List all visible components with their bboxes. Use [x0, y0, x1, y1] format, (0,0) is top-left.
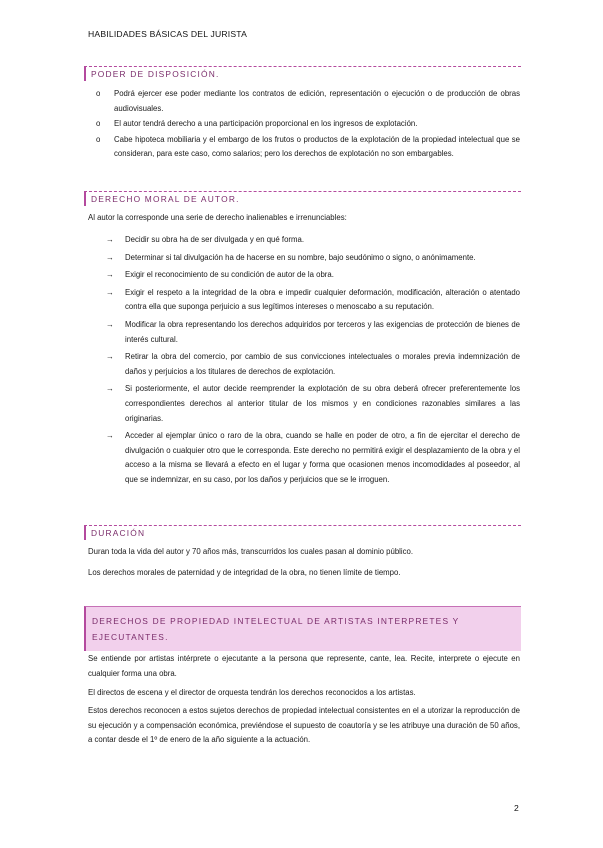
bullet-marker: o [96, 89, 101, 98]
arrow-icon: → [106, 431, 114, 441]
list-item-text: Acceder al ejemplar único o raro de la obra, cuando se halle en poder de otro, a fin de ejercitar el derecho de divulgación o cualquier otro que le corresponda. Este derecho no permitirá exigir el desplazamiento de la obra y el acceso a la misma se llevará a efecto en el lugar y forma que ocasionen menos incomodidades al poseedor, al que se indemnizar, en su caso, por los daños y perjuicios que se le irroguen. [125, 431, 520, 484]
heading-poder-disposicion: PODER DE DISPOSICIÓN. [84, 66, 521, 81]
duracion-paragraph: Los derechos morales de paternidad y de integridad de la obra, no tienen límite de tiempo. [88, 568, 401, 577]
list-item-text: Exigir el reconocimiento de su condición de autor de la obra. [125, 270, 334, 280]
list-item-text: Retirar la obra del comercio, por cambio de sus convicciones intelectuales o morales previa indemnización de daños y perjuicios a los titulares de derechos de explotación. [125, 352, 520, 376]
arrow-icon: → [106, 235, 114, 244]
list-item [106, 382, 520, 426]
arrow-icon: → [106, 384, 114, 394]
running-header: HABILIDADES BÁSICAS DEL JURISTA [88, 29, 248, 39]
artistas-paragraph: Se entiende por artistas intérprete o ejecutante a la persona que represente, cante, lea. Recite, interprete o ejecute en cualquier forma una obra. [88, 654, 520, 678]
list-item-text: Modificar la obra representando los derechos adquiridos por terceros y las exigencias de protección de bienes de interés cultural. [125, 319, 520, 344]
list-item-text: Decidir su obra ha de ser divulgada y en qué forma. [125, 235, 304, 244]
arrow-icon: → [106, 319, 114, 329]
list-item-text: Podrá ejercer ese poder mediante los contratos de edición, representación o ejecución o de producción de obras audiovisuales. [114, 89, 520, 113]
bullet-marker: o [96, 119, 101, 129]
list-item [96, 133, 520, 162]
arrow-icon: → [106, 352, 114, 362]
heading-derecho-moral: DERECHO MORAL DE AUTOR. [84, 191, 521, 206]
page-number: 2 [514, 803, 519, 813]
heading-artistas-interpretes: DERECHOS DE PROPIEDAD INTELECTUAL DE ARTISTAS INTERPRETES Y EJECUTANTES. [84, 606, 521, 651]
list-item-text: Si posteriormente, el autor decide reemprender la explotación de su obra deberá ofrecer preferentemente los correspondientes derechos al anterior titular de los mismos y en condiciones razonables similares a las originarias. [125, 384, 520, 423]
artistas-paragraph: Estos derechos reconocen a estos sujetos derechos de propiedad intelectual consistentes en el a utorizar la reproducción de su ejecución y a compensación económica, previéndose el supuesto de coautoría y se les atribuye una duración de 50 años, a contar desde el 1º de enero de la año siguiente a la actuación. [88, 706, 520, 745]
moral-intro: Al autor la corresponde una serie de derecho inalienables e irrenunciables: [88, 213, 347, 222]
list-item-text: Exigir el respeto a la integridad de la obra e impedir cualquier deformación, modificación, alteración o atentado contra ella que suponga perjuicio a sus legítimos intereses o menoscabo a su reputación. [125, 287, 520, 312]
list-item [106, 318, 520, 347]
bullet-marker: o [96, 134, 101, 144]
poder-bullet-list [96, 87, 520, 163]
list-item [96, 117, 520, 132]
arrow-icon: → [106, 252, 114, 262]
moral-arrow-list [106, 233, 520, 491]
list-item [106, 251, 520, 266]
heading-duracion: DURACIÓN [84, 525, 521, 540]
list-item-text: Determinar si tal divulgación ha de hacerse en su nombre, bajo seudónimo o signo, o anónimamente. [125, 252, 476, 262]
list-item [106, 233, 520, 248]
arrow-icon: → [106, 287, 114, 297]
artistas-paragraph: El directos de escena y el director de orquesta tendrán los derechos reconocidos a los artistas. [88, 688, 416, 697]
list-item-text: Cabe hipoteca mobiliaria y el embargo de los frutos o productos de la explotación de la propiedad intelectual que se consideran, para este caso, como salarios; pero los derechos de explotación no son embargables. [114, 134, 520, 159]
list-item [106, 268, 520, 283]
list-item [106, 350, 520, 379]
list-item [96, 87, 520, 116]
list-item [106, 286, 520, 315]
list-item-text: El autor tendrá derecho a una participación proporcional en los ingresos de explotación. [114, 119, 418, 129]
duracion-paragraph: Duran toda la vida del autor y 70 años más, transcurridos los cuales pasan al dominio público. [88, 547, 414, 556]
arrow-icon: → [106, 270, 114, 280]
list-item [106, 429, 520, 487]
